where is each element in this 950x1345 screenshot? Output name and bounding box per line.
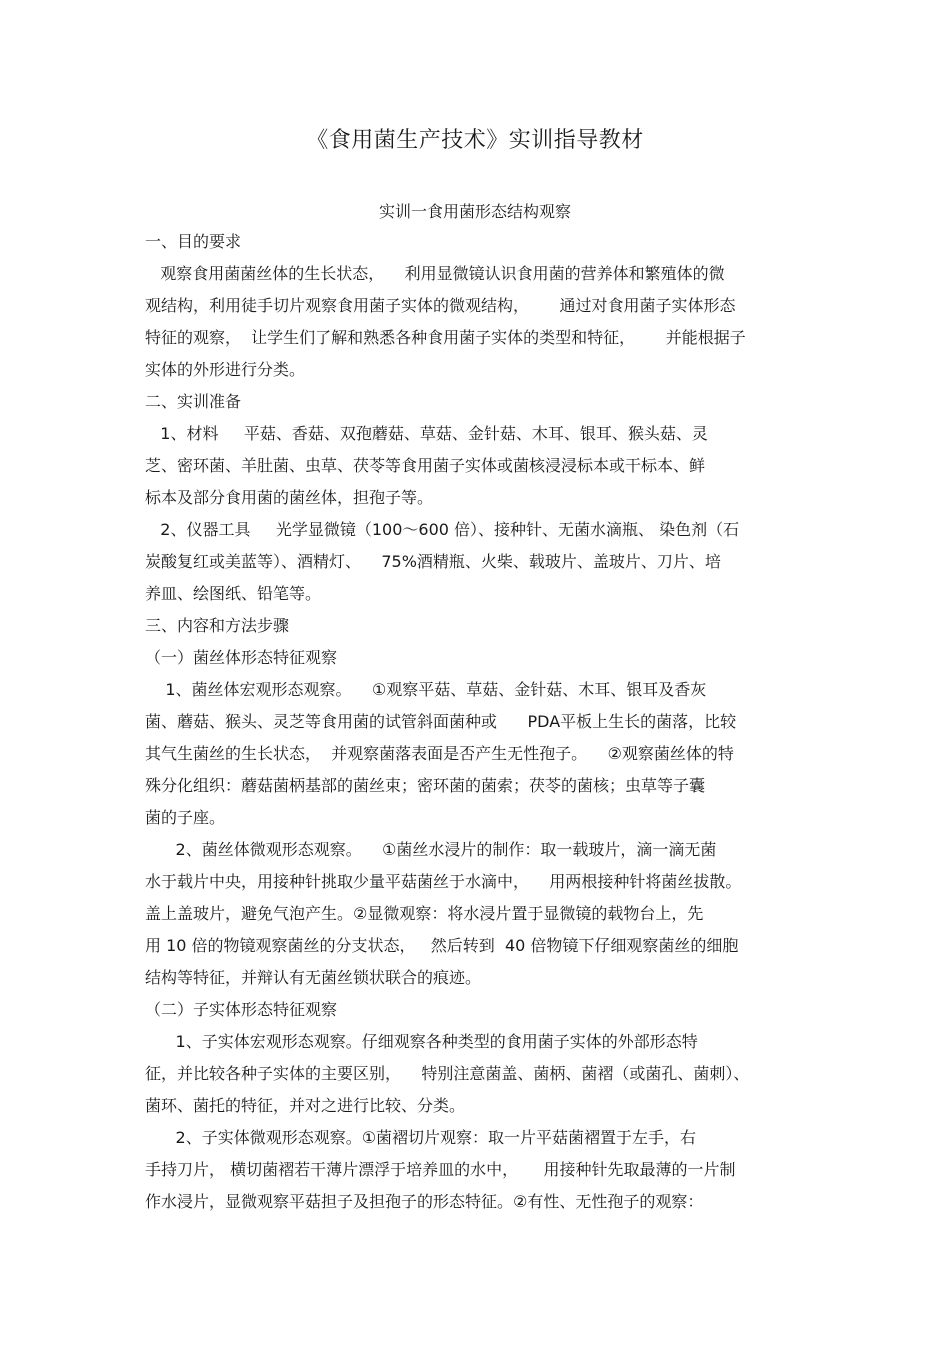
paragraph-line: 盖上盖玻片，避免气泡产生。②显微观察：将水浸片置于显微镜的载物台上，先 bbox=[145, 904, 704, 923]
section-title: 实训一食用菌形态结构观察 bbox=[378, 202, 571, 221]
paragraph-line: 炭酸复红或美蓝等）、酒精灯、 75%酒精瓶、火柴、载玻片、盖玻片、刀片、培 bbox=[145, 552, 721, 571]
paragraph-line: 2、菌丝体微观形态观察。 ①菌丝水浸片的制作：取一载玻片，滴一滴无菌 bbox=[145, 840, 717, 859]
paragraph-line: 养皿、绘图纸、铅笔等。 bbox=[145, 584, 322, 603]
paragraph-line: 结构等特征，并辩认有无菌丝锁状联合的痕迹。 bbox=[145, 968, 482, 987]
paragraph-line: 1、材料 平菇、香菇、双孢蘑菇、草菇、金针菇、木耳、银耳、猴头菇、灵 bbox=[145, 424, 708, 443]
paragraph-line: 水于载片中央，用接种针挑取少量平菇菌丝于水滴中， 用两根接种针将菌丝拔散。 bbox=[145, 872, 742, 891]
paragraph-line: 殊分化组织：蘑菇菌柄基部的菌丝束；密环菌的菌索；茯苓的菌核；虫草等子囊 bbox=[145, 776, 706, 795]
paragraph-line: 用 10 倍的物镜观察菌丝的分支状态， 然后转到 40 倍物镜下仔细观察菌丝的细胞 bbox=[145, 936, 739, 955]
paragraph-line: 其气生菌丝的生长状态， 并观察菌落表面是否产生无性孢子。 ②观察菌丝体的特 bbox=[145, 744, 734, 763]
paragraph-line: 2、仪器工具 光学显微镜（100～600 倍）、接种针、无菌水滴瓶、 染色剂（石 bbox=[145, 520, 740, 539]
subheading-mycelium: （一）菌丝体形态特征观察 bbox=[145, 648, 338, 667]
paragraph-line: 征，并比较各种子实体的主要区别， 特别注意菌盖、菌柄、菌褶（或菌孔、菌刺）、 bbox=[145, 1064, 750, 1083]
paragraph-line: 2、子实体微观形态观察。①菌褶切片观察：取一片平菇菌褶置于左手，右 bbox=[145, 1128, 697, 1147]
paragraph-line: 实体的外形进行分类。 bbox=[145, 360, 306, 379]
paragraph-line: 特征的观察， 让学生们了解和熟悉各种食用菌子实体的类型和特征， 并能根据子 bbox=[145, 328, 746, 347]
paragraph-line: 芝、密环菌、羊肚菌、虫草、茯苓等食用菌子实体或菌核浸浸标本或干标本、鲜 bbox=[145, 456, 706, 475]
paragraph-line: 菌环、菌托的特征，并对之进行比较、分类。 bbox=[145, 1096, 466, 1115]
paragraph-line: 1、子实体宏观形态观察。仔细观察各种类型的食用菌子实体的外部形态特 bbox=[145, 1032, 698, 1051]
heading-content: 三、内容和方法步骤 bbox=[145, 616, 290, 635]
paragraph-line: 观察食用菌菌丝体的生长状态， 利用显微镜认识食用菌的营养体和繁殖体的微 bbox=[145, 264, 725, 283]
paragraph-line: 1、菌丝体宏观形态观察。 ①观察平菇、草菇、金针菇、木耳、银耳及香灰 bbox=[145, 680, 707, 699]
paragraph-line: 菌的子座。 bbox=[145, 808, 226, 827]
heading-purpose: 一、目的要求 bbox=[145, 232, 242, 251]
paragraph-line: 手持刀片， 横切菌褶若干薄片漂浮于培养皿的水中， 用接种针先取最薄的一片制 bbox=[145, 1160, 736, 1179]
paragraph-line: 标本及部分食用菌的菌丝体，担孢子等。 bbox=[145, 488, 434, 507]
paragraph-line: 作水浸片，显微观察平菇担子及担孢子的形态特征。②有性、无性孢子的观察： bbox=[145, 1192, 704, 1211]
document-title: 《食用菌生产技术》实训指导教材 bbox=[306, 128, 644, 153]
subheading-fruiting-body: （二）子实体形态特征观察 bbox=[145, 1000, 338, 1019]
paragraph-line: 观结构，利用徒手切片观察食用菌子实体的微观结构， 通过对食用菌子实体形态 bbox=[145, 296, 736, 315]
heading-preparation: 二、实训准备 bbox=[145, 392, 242, 411]
paragraph-line: 菌、蘑菇、猴头、灵芝等食用菌的试管斜面菌种或 PDA平板上生长的菌落，比较 bbox=[145, 712, 737, 731]
